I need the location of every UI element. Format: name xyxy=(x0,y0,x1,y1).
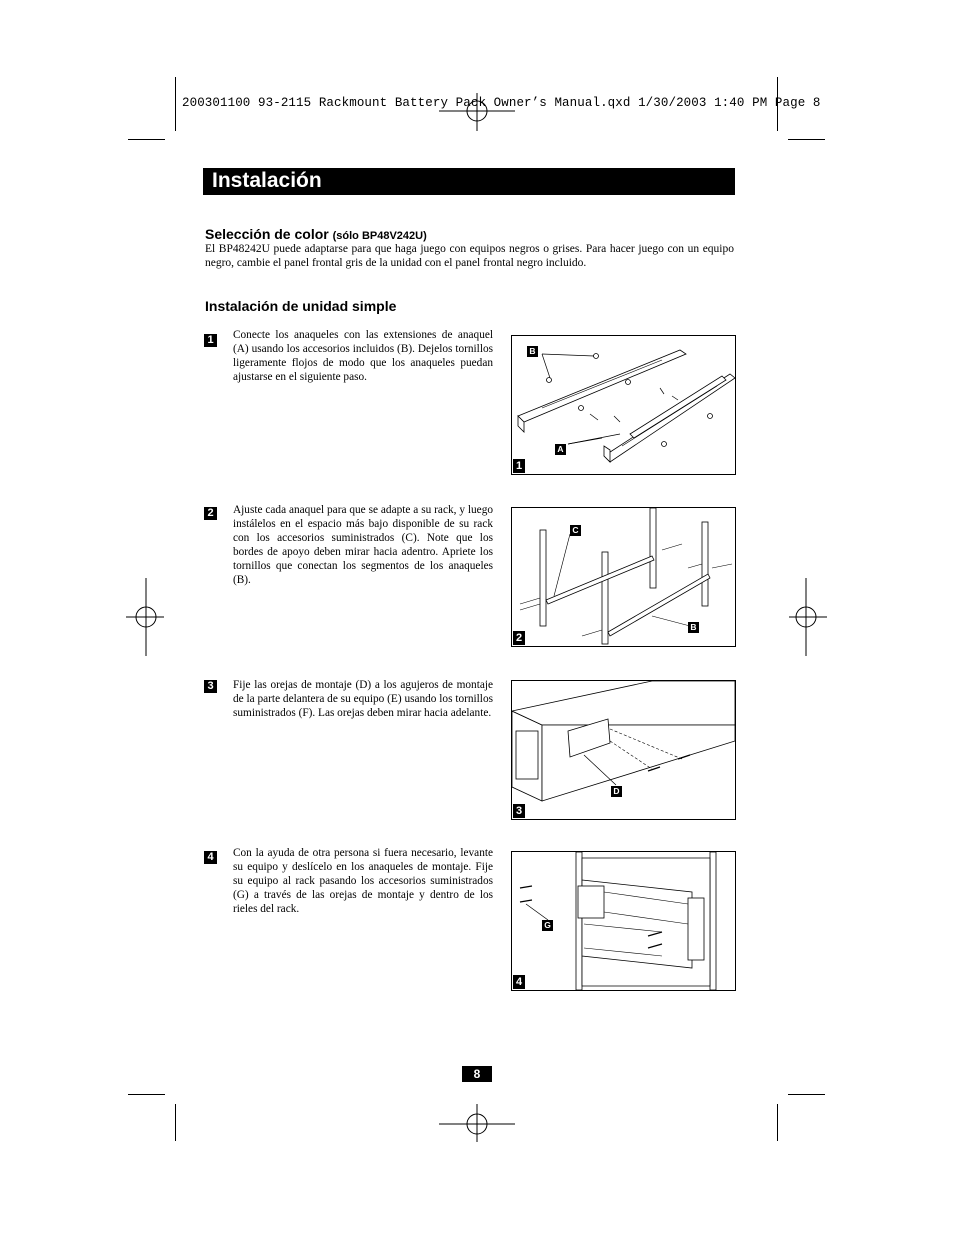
step-text: Ajuste cada anaquel para que se adapte a su rack, y luego instálelos en el espacio más bajo disponible de su rack con los accesorios suministrados (C). Note que los bordes de apoyo deben mirar hacia adentro. Apriete los tornillos que conectan los segmentos de los anaqueles (B). xyxy=(233,504,493,586)
callout-label: G xyxy=(542,920,553,931)
step-figure xyxy=(511,680,736,820)
figure-number: 3 xyxy=(513,804,525,818)
step-number: 3 xyxy=(204,680,217,693)
color-heading-note: (sólo BP48V242U) xyxy=(332,230,427,242)
registration-mark-bottom xyxy=(437,1104,517,1144)
step-text: Fije las orejas de montaje (D) a los agujeros de montaje de la parte delantera de su equipo (E) usando los tornillos suministrados (F). Las orejas deben mirar hacia adelante. xyxy=(233,679,493,719)
callout-label: C xyxy=(570,525,581,536)
crop-mark xyxy=(128,1094,165,1095)
mounting-ear-illustration xyxy=(512,681,735,819)
page-title-bar xyxy=(203,168,735,195)
step-figure xyxy=(511,507,736,647)
callout-label: A xyxy=(555,444,566,455)
install-section-heading: Instalación de unidad simple xyxy=(205,298,397,314)
registration-mark-right xyxy=(787,578,829,658)
callout-label: B xyxy=(688,622,699,633)
page-number: 8 xyxy=(462,1066,492,1082)
step-number: 1 xyxy=(204,334,217,347)
crop-mark xyxy=(788,1094,825,1095)
color-heading-text: Selección de color xyxy=(205,226,329,242)
color-section-heading xyxy=(205,226,427,242)
step-number: 4 xyxy=(204,851,217,864)
crop-mark xyxy=(128,139,165,140)
crop-mark xyxy=(777,1104,778,1141)
step-figure xyxy=(511,335,736,475)
crop-mark xyxy=(788,139,825,140)
figure-number: 4 xyxy=(513,975,525,989)
color-section-body: El BP48242U puede adaptarse para que haga juego con equipos negros o grises. Para hacer juego con un equipo negro, cambie el panel frontal gris de la unidad con el panel frontal negro incluido. xyxy=(205,243,734,269)
callout-label: D xyxy=(611,786,622,797)
step-figure xyxy=(511,851,736,991)
step-text: Conecte los anaqueles con las extensiones de anaquel (A) usando los accesorios incluidos (B). Dejelos tornillos ligeramente flojos de modo que los anaqueles puedan ajustarse en el siguiente paso. xyxy=(233,329,493,383)
step-text: Con la ayuda de otra persona si fuera necesario, levante su equipo y deslícelo en los anaqueles de montaje. Fije su equipo al rack pasando los accesorios suministrados (G) a través de las orejas de montaje y dentro de los rieles del rack. xyxy=(233,847,493,915)
crop-mark xyxy=(175,1104,176,1141)
file-slug: 200301100 93-2115 Rackmount Battery Pack Owner’s Manual.qxd 1/30/2003 1:40 PM Page 8 xyxy=(182,96,821,110)
step-number: 2 xyxy=(204,507,217,520)
crop-mark xyxy=(175,77,176,131)
shelf-rails-illustration xyxy=(512,336,735,474)
registration-mark-left xyxy=(124,578,166,658)
page-title: Instalación xyxy=(212,169,322,192)
rack-shelf-illustration xyxy=(512,508,735,646)
figure-number: 1 xyxy=(513,459,525,473)
callout-label: B xyxy=(527,346,538,357)
figure-number: 2 xyxy=(513,631,525,645)
